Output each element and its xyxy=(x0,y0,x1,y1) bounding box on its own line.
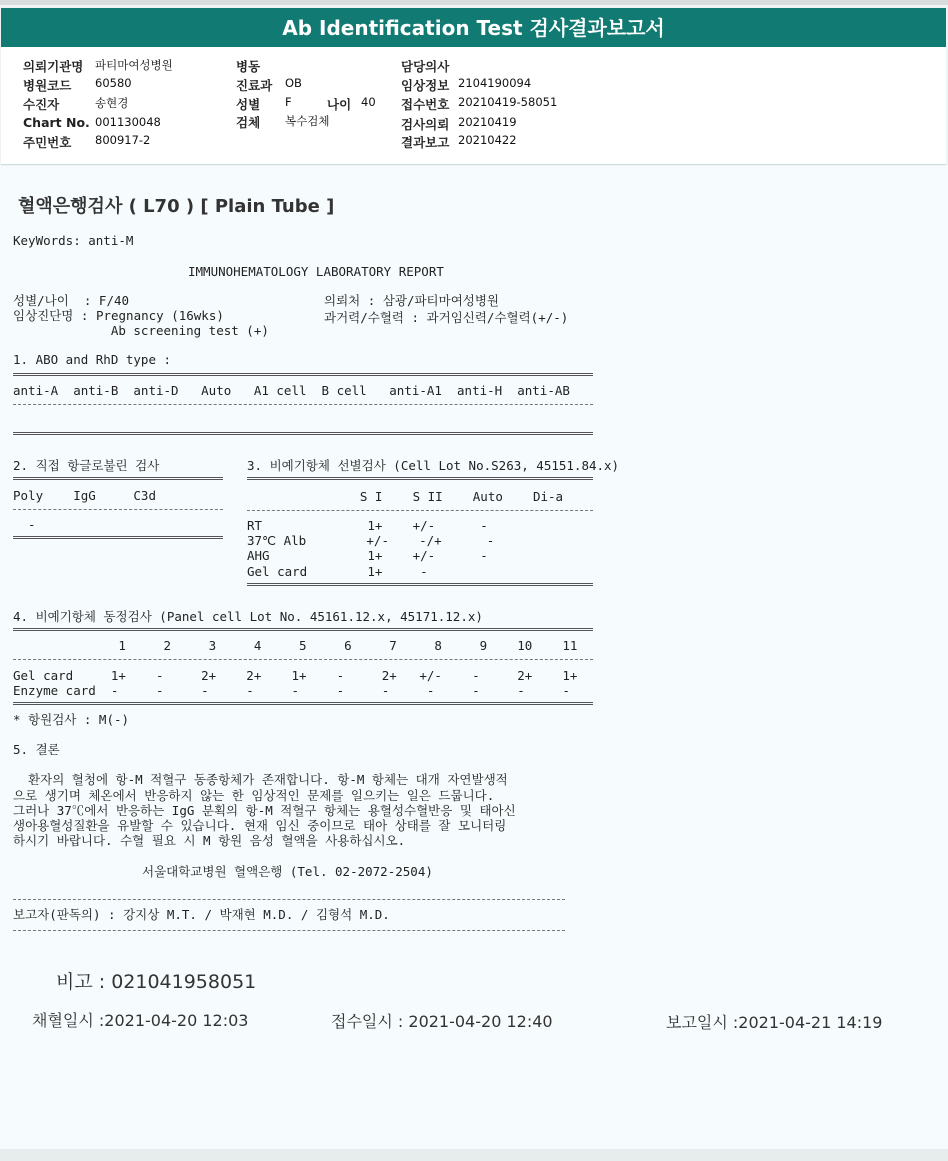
section-4-title: 4. 비예기항체 동정검사 (Panel cell Lot No. 45161.12.x, 45171.12.x) xyxy=(13,609,483,624)
single-rule xyxy=(247,510,593,511)
collected-time: 채혈일시 :2021-04-20 12:03 xyxy=(32,1011,249,1030)
header-value: 60580 xyxy=(95,76,132,90)
single-rule xyxy=(13,659,593,660)
patient-diagnosis: 임상진단명 : Pregnancy (16wks) xyxy=(13,308,224,323)
conclusion-line: 환자의 혈청에 항-M 적혈구 동종항체가 존재합니다. 항-M 항체는 대개 자연발생적 xyxy=(13,772,508,787)
header-value: 2104190094 xyxy=(458,76,532,90)
header-field: 성별 xyxy=(236,97,261,112)
abo-header: anti-A anti-B anti-D Auto A1 cell B cell anti-A1 anti-H anti-AB xyxy=(13,383,570,398)
header-value: 800917-2 xyxy=(95,133,151,147)
double-rule xyxy=(13,628,593,631)
received-time: 접수일시 : 2021-04-20 12:40 xyxy=(331,1012,553,1031)
header-field: 접수번호 xyxy=(401,97,450,112)
patient-sex-age: 성별/나이 : F/40 xyxy=(13,293,130,308)
header-value: 파티마여성병원 xyxy=(95,58,173,72)
header-field: 주민번호 xyxy=(23,135,72,150)
section-5-title: 5. 결론 xyxy=(13,742,60,757)
header-field: 검사의뢰 xyxy=(401,117,450,132)
header-field: 수진자 xyxy=(23,97,60,112)
conclusion-line: 생아용혈성질환을 유발할 수 있습니다. 현재 임신 중이므로 태아 상태를 잘 모니터링 xyxy=(13,818,507,833)
header-field: 나이 xyxy=(327,97,352,112)
top-border xyxy=(0,0,948,5)
single-rule xyxy=(13,899,565,900)
header-field: Chart No. xyxy=(23,115,90,130)
header-field: 결과보고 xyxy=(401,135,450,150)
lab-title: IMMUNOHEMATOLOGY LABORATORY REPORT xyxy=(188,264,444,279)
history: 과거력/수혈력 : 과거임신력/수혈력(+/-) xyxy=(324,310,569,325)
double-rule xyxy=(247,477,593,480)
conclusion-line: 으로 생기며 체온에서 반응하지 않는 한 임상적인 문제를 일으키는 일은 드뭅니다. xyxy=(13,788,495,803)
single-rule xyxy=(13,404,593,405)
screening-row: AHG 1+ +/- - xyxy=(247,548,488,563)
header-value: 송현경 xyxy=(95,96,129,110)
reported-time: 보고일시 :2021-04-21 14:19 xyxy=(666,1013,883,1032)
memo: 비고 : 021041958051 xyxy=(56,971,257,993)
panel-row: Gel card 1+ - 2+ 2+ 1+ - 2+ +/- - 2+ 1+ xyxy=(13,668,578,683)
header-field: 병원코드 xyxy=(23,78,72,93)
header-value: 20210419-58051 xyxy=(458,95,558,109)
hospital-contact: 서울대학교병원 혈액은행 (Tel. 02-2072-2504) xyxy=(142,864,433,879)
dat-header: Poly IgG C3d xyxy=(13,488,156,503)
reporter: 보고자(판독의) : 강지상 M.T. / 박재현 M.D. / 김형석 M.D. xyxy=(13,907,390,922)
header-value: 20210422 xyxy=(458,133,517,147)
patient-diagnosis-2: Ab screening test (+) xyxy=(13,323,269,338)
single-rule xyxy=(13,509,223,510)
header-field: 담당의사 xyxy=(401,59,450,74)
conclusion-line: 그러나 37℃에서 반응하는 IgG 분획의 항-M 적혈구 항체는 용혈성수혈반응 및 태아신 xyxy=(13,803,516,818)
double-rule xyxy=(13,432,593,435)
test-title: 혈액은행검사 ( L70 ) [ Plain Tube ] xyxy=(18,196,335,217)
header-value: 20210419 xyxy=(458,115,517,129)
double-rule xyxy=(13,536,223,539)
panel-header: 1 2 3 4 5 6 7 8 9 10 11 xyxy=(13,638,578,653)
conclusion-line: 하시기 바랍니다. 수혈 필요 시 M 항원 음성 혈액을 사용하십시오. xyxy=(13,833,406,848)
bottom-strip xyxy=(0,1149,948,1161)
patient-header xyxy=(1,47,946,165)
screening-row: 37℃ Alb +/- -/+ - xyxy=(247,533,495,548)
screening-row: RT 1+ +/- - xyxy=(247,518,488,533)
section-3-title: 3. 비예기항체 선별검사 (Cell Lot No.S263, 45151.84.x) xyxy=(247,458,620,473)
section-2-title: 2. 직접 항글로불린 검사 xyxy=(13,458,160,473)
double-rule xyxy=(13,702,593,705)
header-field: 의뢰기관명 xyxy=(23,59,84,74)
screening-row: Gel card 1+ - xyxy=(247,564,428,579)
header-field: 병동 xyxy=(236,59,261,74)
double-rule xyxy=(247,583,593,586)
section-1-title: 1. ABO and RhD type : xyxy=(13,352,172,367)
double-rule xyxy=(13,477,223,480)
report-title: Ab Identification Test 검사결과보고서 xyxy=(1,8,946,47)
header-value: OB xyxy=(285,76,302,90)
header-field: 검체 xyxy=(236,115,261,130)
header-value: 40 xyxy=(361,95,376,109)
screening-header: S I S II Auto Di-a xyxy=(247,489,564,504)
single-rule xyxy=(13,930,565,931)
double-rule xyxy=(13,373,593,376)
referrer: 의뢰처 : 삼광/파티마여성병원 xyxy=(324,293,500,308)
keywords: KeyWords: anti-M xyxy=(13,233,134,248)
panel-row: Enzyme card - - - - - - - - - - - xyxy=(13,683,570,698)
antigen-test: * 항원검사 : M(-) xyxy=(13,712,130,727)
header-value: 001130048 xyxy=(95,115,161,129)
header-value: 복수검체 xyxy=(285,114,330,128)
dat-value: - xyxy=(13,517,36,532)
header-value: F xyxy=(285,95,292,109)
header-field: 진료과 xyxy=(236,78,273,93)
header-field: 임상정보 xyxy=(401,78,450,93)
